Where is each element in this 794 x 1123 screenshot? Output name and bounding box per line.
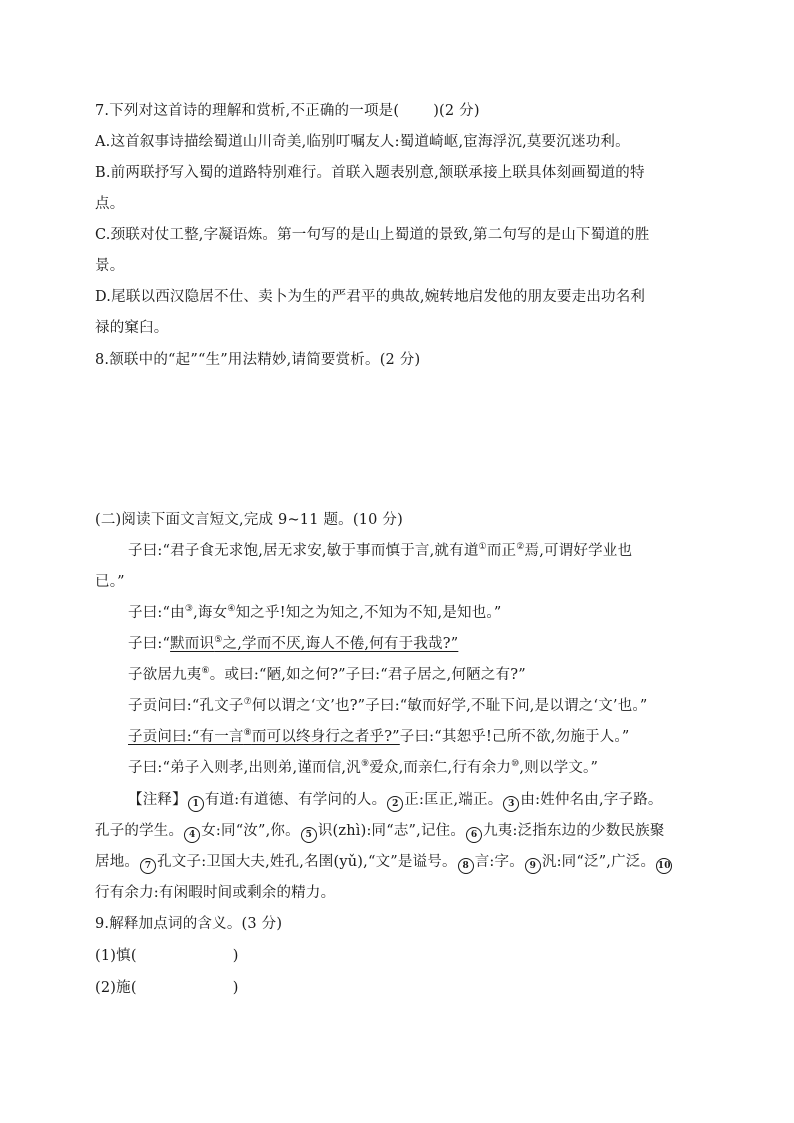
q7-option-a: A.这首叙事诗描绘蜀道山川奇美,临别叮嘱友人:蜀道崎岖,宦海浮沉,莫要沉迷功利。 <box>95 134 630 150</box>
q7-option-c-cont: 景。 <box>95 258 125 274</box>
note-number: 2 <box>387 796 403 812</box>
note-number: 10 <box>656 858 672 874</box>
q7-option-b: B.前两联抒写入蜀的道路特别难行。首联入题表别意,颔联承接上联具体刻画蜀道的特 <box>95 165 645 181</box>
q7-option-d: D.尾联以西汉隐居不仕、卖卜为生的严君平的典故,婉转地启发他的朋友要走出功名利 <box>95 289 646 305</box>
q7-stem: 7.下列对这首诗的理解和赏析,不正确的一项是( )(2 分) <box>95 103 480 119</box>
passage-p3: 子曰:“默而识⑤之,学而不厌,诲人不倦,何有于我哉?” <box>128 635 459 652</box>
passage-p5: 子贡问曰:“孔文子⑦何以谓之‘文’也?”子曰:“敏而好学,不耻下问,是以谓之‘文’也。” <box>128 697 648 714</box>
passage-p1-cont: 已。” <box>95 574 125 590</box>
notes-line-4: 行有余力:有闲暇时间或剩余的精力。 <box>95 885 336 901</box>
note-number: 4 <box>184 827 200 843</box>
passage-p7: 子曰:“弟子入则孝,出则弟,谨而信,汎⑨爱众,而亲仁,行有余力⑩,则以学文。” <box>128 759 599 776</box>
note-number: 8 <box>458 858 474 874</box>
note-number: 6 <box>466 827 482 843</box>
q7-option-c: C.颈联对仗工整,字凝语炼。第一句写的是山上蜀道的景致,第二句写的是山下蜀道的胜 <box>95 227 650 243</box>
q8-stem: 8.颔联中的“起”“生”用法精妙,请简要赏析。(2 分) <box>95 352 421 368</box>
note-number: 5 <box>301 827 317 843</box>
q9-item-2: (2)施( ) <box>95 980 239 996</box>
q9-stem: 9.解释加点词的含义。(3 分) <box>95 916 283 932</box>
passage-p1: 子曰:“君子食无求饱,居无求安,敏于事而慎于言,就有道①而正②焉,可谓好学业也 <box>128 542 633 559</box>
note-number: 9 <box>525 858 541 874</box>
note-number: 7 <box>140 858 156 874</box>
q7-option-d-cont: 禄的窠臼。 <box>95 320 169 336</box>
note-number: 3 <box>503 796 519 812</box>
q9-item-1: (1)慎( ) <box>95 948 239 964</box>
notes-line-1: 【注释】 1 有道:有道德、有学问的人。 2 正:匡正,端正。 3 由:姓仲名由,字子路。 <box>128 790 663 812</box>
note-number: 1 <box>188 796 204 812</box>
section2-heading: (二)阅读下面文言短文,完成 9~11 题。(10 分) <box>95 512 403 528</box>
passage-p4: 子欲居九夷⑥。或曰:“陋,如之何?”子曰:“君子居之,何陋之有?” <box>128 666 526 683</box>
q7-option-b-cont: 点。 <box>95 196 125 212</box>
passage-p2: 子曰:“由③,诲女④知之乎!知之为知之,不知为不知,是知也。” <box>128 604 502 621</box>
notes-line-3: 居地。 7 孔文子:卫国大夫,姓孔,名圉(yǔ),“文”是谥号。 8 言:字。 9 汎:同“泛”,广泛。 10 <box>95 852 673 874</box>
notes-line-2: 孔子的学生。 4 女:同“汝”,你。 5 识(zhì):同“志”,记住。 6 九夷:泛指东边的少数民族聚 <box>95 821 665 843</box>
passage-p6: 子贡问曰:“有一言⑧而可以终身行之者乎?”子曰:“其恕乎!己所不欲,勿施于人。” <box>128 728 630 745</box>
notes-label: 【注释】 <box>128 792 187 808</box>
